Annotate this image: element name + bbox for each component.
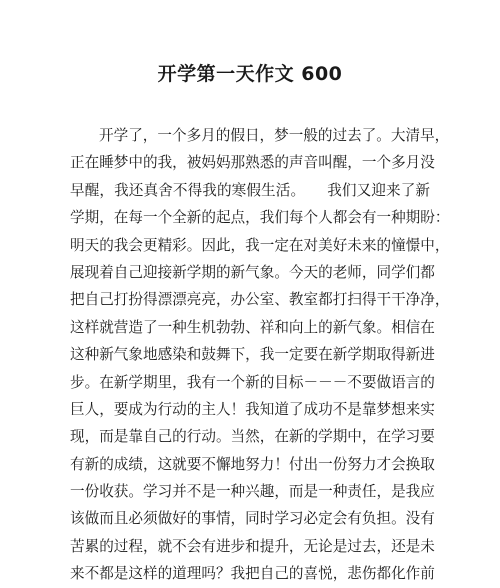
essay-line: 苦累的过程，就不会有进步和提升，无论是过去，还是未 <box>70 537 435 555</box>
essay-line: 正在睡梦中的我，被妈妈那熟悉的声音叫醒，一个多月没 <box>70 154 435 172</box>
essay-line: 该做而且必须做好的事情，同时学习必定会有负担。没有 <box>70 510 435 528</box>
essay-line: 明天的我会更精彩。因此，我一定在对美好未来的憧憬中， <box>70 236 450 254</box>
document-title: 开学第一天作文 600 <box>157 63 343 85</box>
essay-line: 这样就营造了一种生机勃勃、祥和向上的新气象。相信在 <box>70 318 435 336</box>
essay-line: 展现着自己迎接新学期的新气象。今天的老师，同学们都 <box>70 263 435 281</box>
essay-line: 有新的成绩，这就要不懈地努力！付出一份努力才会换取 <box>70 455 435 473</box>
essay-line: 现，而是靠自己的行动。当然，在新的学期中，在学习要 <box>70 428 435 446</box>
essay-line: 巨人，要成为行动的主人！我知道了成功不是靠梦想来实 <box>70 400 435 418</box>
essay-line: 来不都是这样的道理吗？我把自己的喜悦，悲伤都化作前 <box>70 565 435 583</box>
essay-line: 一份收获。学习并不是一种兴趣，而是一种责任，是我应 <box>70 483 435 501</box>
essay-line: 把自己打扮得漂漂亮亮，办公室、教室都打扫得干干净净， <box>70 291 450 309</box>
essay-line: 开学了，一个多月的假日，梦一般的过去了。大清早， <box>99 127 450 144</box>
essay-body <box>70 122 450 588</box>
essay-line: 早醒，我还真舍不得我的寒假生活。 我们又迎来了新 <box>70 181 430 199</box>
essay-line: 学期，在每一个全新的起点，我们每个人都会有一种期盼： <box>70 209 450 227</box>
essay-line: 步。在新学期里，我有一个新的目标－－－不要做语言的 <box>70 373 435 391</box>
essay-line: 这种新气象地感染和鼓舞下，我一定要在新学期取得新进 <box>70 346 435 364</box>
